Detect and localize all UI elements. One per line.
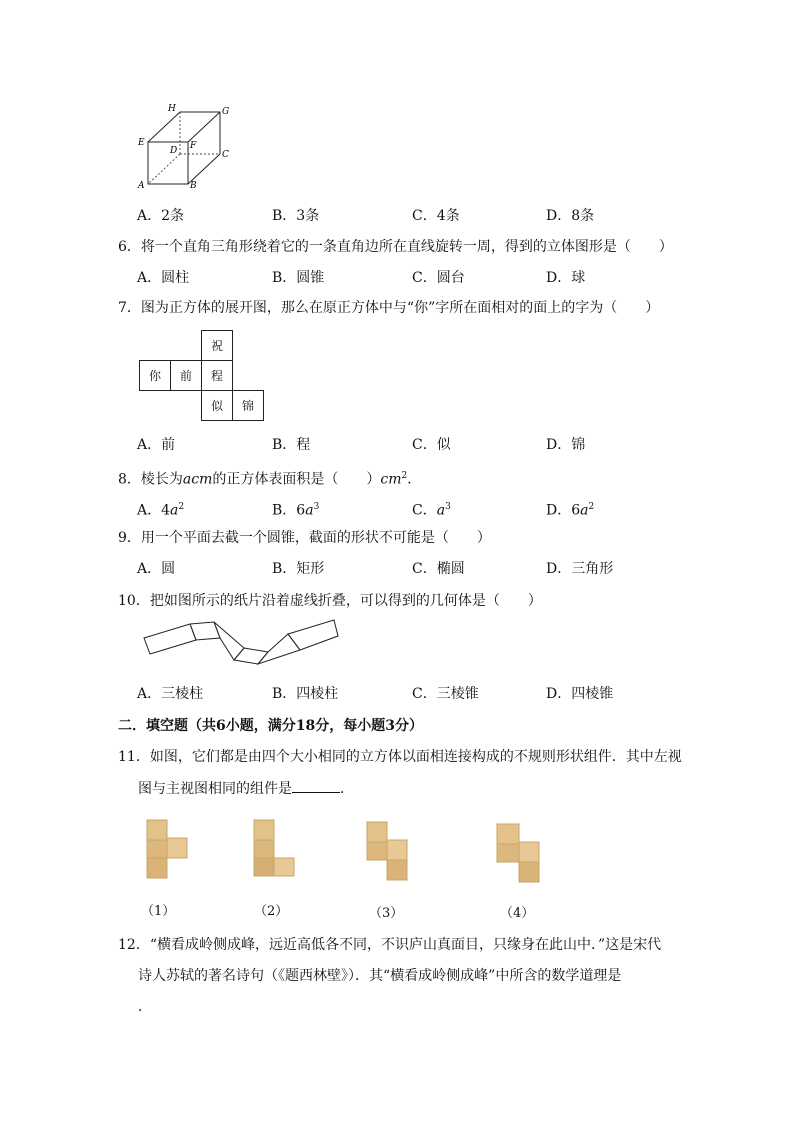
label-H: H <box>168 104 176 114</box>
q11-line1: 11．如图，它们都是由四个大小相同的立方体以面相连接构成的不规则形状组件．其中左视 <box>118 749 682 765</box>
q5-option-c[interactable]: C．4条 <box>412 208 460 224</box>
label-E: E <box>138 138 145 148</box>
block-component-3 <box>363 818 413 884</box>
q7-option-b[interactable]: B．程 <box>272 437 311 453</box>
q7-stem: 7．图为正方体的展开图，那么在原正方体中与“你”字所在面相对的面上的字为（ ） <box>118 300 660 316</box>
q5-option-d[interactable]: D．8条 <box>546 208 595 224</box>
label-G: G <box>222 107 230 117</box>
label-B: B <box>190 181 197 191</box>
block-component-1 <box>143 818 193 880</box>
block-component-4 <box>493 820 545 886</box>
q9-option-b[interactable]: B．矩形 <box>272 561 325 577</box>
q8-mid: 的正方体表面积是（ ） <box>212 471 381 488</box>
q6-option-b[interactable]: B．圆锥 <box>272 270 325 286</box>
q7-option-c[interactable]: C．似 <box>412 437 451 453</box>
cube-net <box>139 330 264 421</box>
label-C: C <box>222 150 229 160</box>
q8-stem <box>118 466 421 490</box>
block-component-2 <box>250 818 300 880</box>
paper-strip-figure <box>138 616 343 676</box>
q10-option-b[interactable]: B．四棱柱 <box>272 686 339 702</box>
q8-prefix: 8．棱长为 <box>118 471 183 488</box>
q10-stem: 10．把如图所示的纸片沿着虚线折叠，可以得到的几何体是（ ） <box>118 593 542 609</box>
q10-option-c[interactable]: C．三棱锥 <box>412 686 479 702</box>
caption-1: （1） <box>141 904 176 919</box>
net-face-qian: 前 <box>171 361 202 391</box>
q11-line2: 图与主视图相同的组件是 ． <box>138 778 354 799</box>
q6-option-a[interactable]: A．圆柱 <box>137 270 190 286</box>
q9-option-d[interactable]: D．三角形 <box>546 561 614 577</box>
label-F: F <box>190 141 197 151</box>
net-face-center: 程 <box>202 361 233 391</box>
q8-option-b[interactable]: B．$6a^3$ <box>272 502 320 519</box>
label-D: D <box>170 146 178 156</box>
q7-option-a[interactable]: A．前 <box>137 437 176 453</box>
q11-answer-blank[interactable] <box>292 778 340 793</box>
q12-line1: 12．“横看成岭侧成峰，远近高低各不同，不识庐山真面目，只缘身在此山中．”这是宋代 <box>118 937 662 953</box>
net-face-bottom: 似 <box>202 391 233 421</box>
q8-end: ． <box>407 471 422 488</box>
q7-option-d[interactable]: D．锦 <box>546 437 586 453</box>
section-heading: 二．填空题（共6小题，满分18分，每小题3分） <box>118 718 423 734</box>
q8-option-d[interactable]: D．$6a^2$ <box>546 502 595 519</box>
q5-option-b[interactable]: B．3条 <box>272 208 320 224</box>
q6-option-d[interactable]: D．球 <box>546 270 586 286</box>
label-A: A <box>138 181 145 191</box>
q6-stem: 6．将一个直角三角形绕着它的一条直角边所在直线旋转一周，得到的立体图形是（ ） <box>118 239 673 255</box>
net-face-bottom-right: 锦 <box>233 391 264 421</box>
caption-3: （3） <box>369 906 404 921</box>
caption-4: （4） <box>500 906 535 921</box>
q12-line2: 诗人苏轼的著名诗句（《题西林壁》）．其“横看成岭侧成峰”中所含的数学道理是 <box>138 968 622 984</box>
q9-option-c[interactable]: C．椭圆 <box>412 561 465 577</box>
net-face-top: 祝 <box>202 331 233 361</box>
q8-var: acm <box>182 471 213 488</box>
net-face-ni: 你 <box>140 361 171 391</box>
q10-option-a[interactable]: A．三棱柱 <box>137 686 204 702</box>
q8-unit-exp: 2 <box>401 471 408 481</box>
q8-option-a[interactable]: A．$4a^2$ <box>137 502 185 519</box>
caption-2: （2） <box>254 904 289 919</box>
q9-option-a[interactable]: A．圆 <box>137 561 176 577</box>
q10-option-d[interactable]: D．四棱锥 <box>546 686 614 702</box>
q12-line3: ． <box>138 999 152 1015</box>
q6-option-c[interactable]: C．圆台 <box>412 270 465 286</box>
q5-option-a[interactable]: A．2条 <box>137 208 185 224</box>
q9-stem: 9．用一个平面去截一个圆锥，截面的形状不可能是（ ） <box>118 530 491 546</box>
q8-unit: cm <box>380 471 402 488</box>
q8-option-c[interactable]: C．$a^3$ <box>412 502 451 519</box>
cube-figure <box>132 100 242 192</box>
